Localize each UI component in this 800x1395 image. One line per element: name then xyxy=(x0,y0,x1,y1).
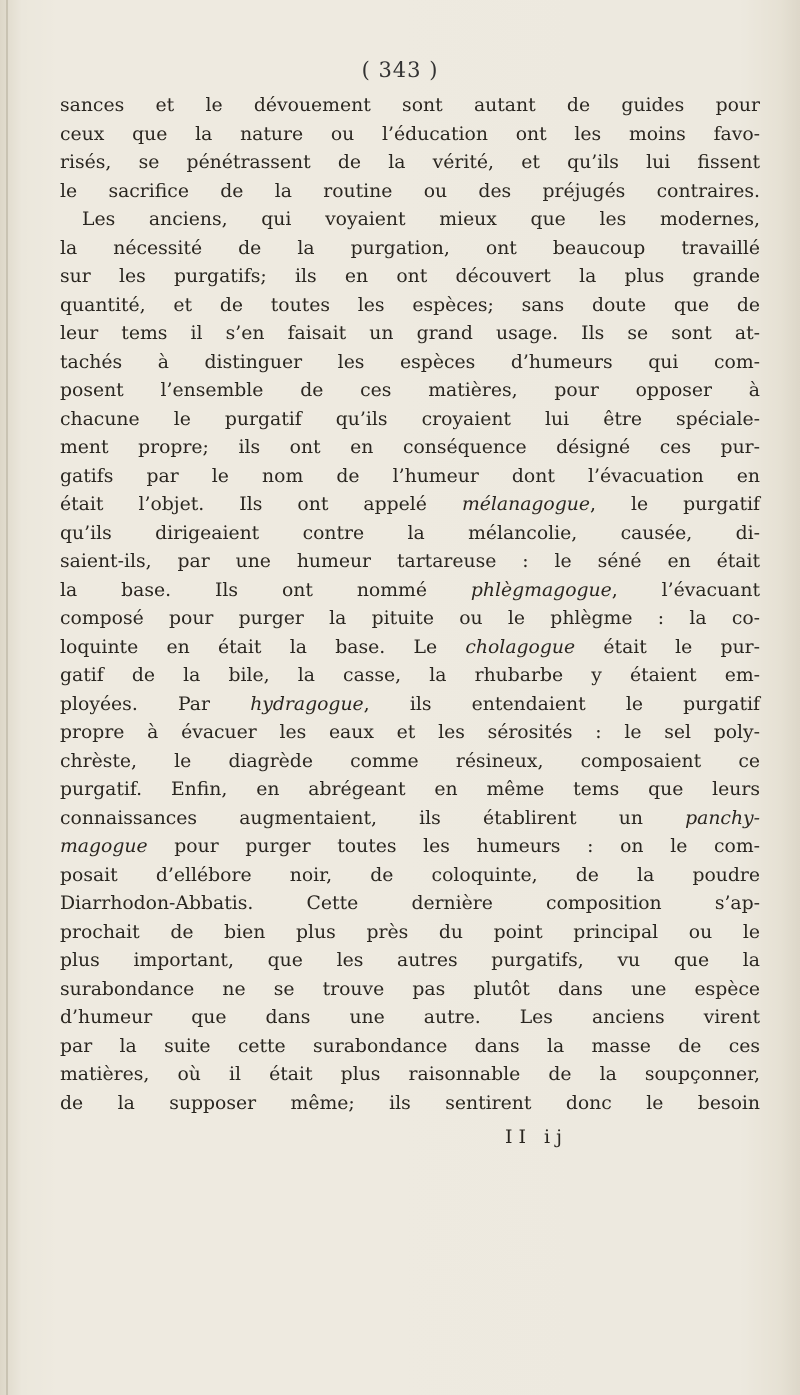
text-line: d’humeur que dans une autre. Les anciens virent xyxy=(60,1007,760,1028)
term-panchymagogue: panchy- xyxy=(685,807,760,829)
text-run: , l’évacuant xyxy=(611,579,760,601)
text-line xyxy=(60,691,760,720)
text-line: gatifs par le nom de l’humeur dont l’évacuation en xyxy=(60,465,760,487)
text-line xyxy=(60,577,760,606)
text-line xyxy=(60,491,760,520)
text-line: surabondance ne se trouve pas plutôt dans une espèce xyxy=(60,978,760,1000)
text-run: loquinte en était la base. Le xyxy=(60,636,438,658)
term-panchymagogue-cont: magogue xyxy=(60,836,148,857)
text-line: ceux que la nature ou l’éducation ont les moins favo- xyxy=(60,123,760,145)
text-line: plus important, que les autres purgatifs, vu que la xyxy=(60,950,760,971)
text-run: était l’objet. Ils ont appelé xyxy=(60,494,427,515)
text-line: gatif de la bile, la casse, la rhubarbe y étaient em- xyxy=(60,665,760,686)
text-line: leur tems il s’en faisait un grand usage. Ils se sont at- xyxy=(60,323,760,344)
text-line: qu’ils dirigeaient contre la mélancolie, causée, di- xyxy=(60,522,760,544)
text-run: la base. Ils ont nommé xyxy=(60,579,427,601)
text-line: propre à évacuer les eaux et les sérosités : le sel poly- xyxy=(60,722,760,743)
text-line xyxy=(60,634,760,663)
text-line: Les anciens, qui voyaient mieux que les modernes, xyxy=(82,209,760,230)
text-line: posent l’ensemble de ces matières, pour opposer à xyxy=(60,380,760,401)
text-line: chrèste, le diagrède comme résineux, composaient ce xyxy=(60,750,760,772)
text-line xyxy=(60,805,760,834)
text-line: saient-ils, par une humeur tartareuse : le séné en était xyxy=(60,551,760,572)
text-line: composé pour purger la pituite ou le phlègme : la co- xyxy=(60,608,760,629)
page-number: ( 343 ) xyxy=(361,58,439,82)
body-text xyxy=(60,92,760,1118)
text-line: sances et le dévouement sont autant de guides pour xyxy=(60,95,760,116)
binding-edge xyxy=(6,0,8,1395)
text-run: ployées. Par xyxy=(60,693,210,715)
text-line: par la suite cette surabondance dans la masse de ces xyxy=(60,1035,760,1057)
text-line: chacune le purgatif qu’ils croyaient lui être spéciale- xyxy=(60,408,760,430)
text-line: Diarrhodon-Abbatis. Cette dernière composition s’ap- xyxy=(60,893,760,914)
text-line: tachés à distinguer les espèces d’humeurs qui com- xyxy=(60,351,760,373)
text-run: était le pur- xyxy=(603,636,760,658)
text-run: , ils entendaient le purgatif xyxy=(363,693,760,715)
text-run: , le purgatif xyxy=(589,494,760,515)
term-hydragogue: hydragogue xyxy=(250,693,364,715)
text-line: de la supposer même; ils sentirent donc le besoin xyxy=(60,1092,760,1114)
term-cholagogue: cholagogue xyxy=(465,636,576,658)
text-line: matières, où il était plus raisonnable de la soupçonner, xyxy=(60,1064,760,1085)
text-line: ment propre; ils ont en conséquence désigné ces pur- xyxy=(60,437,760,458)
text-line: la nécessité de la purgation, ont beaucoup travaillé xyxy=(60,237,760,259)
text-line: prochait de bien plus près du point principal ou le xyxy=(60,921,760,943)
text-line: quantité, et de toutes les espèces; sans doute que de xyxy=(60,294,760,316)
text-run: pour purger toutes les humeurs : on le com- xyxy=(174,836,760,857)
term-phlegmagogue: phlègmagogue xyxy=(470,579,612,601)
text-line: purgatif. Enfin, en abrégeant en même tems que leurs xyxy=(60,779,760,800)
term-melanagogue: mélanagogue xyxy=(461,494,590,515)
text-line xyxy=(60,833,760,862)
text-line: posait d’ellébore noir, de coloquinte, de la poudre xyxy=(60,864,760,886)
text-line: sur les purgatifs; ils en ont découvert la plus grande xyxy=(60,266,760,287)
text-line: le sacrifice de la routine ou des préjugés contraires. xyxy=(60,180,760,202)
text-line: risés, se pénétrassent de la vérité, et qu’ils lui fissent xyxy=(60,152,760,173)
signature-mark: II ij xyxy=(505,1126,569,1148)
text-run: connaissances augmentaient, ils établirent un xyxy=(60,807,643,829)
